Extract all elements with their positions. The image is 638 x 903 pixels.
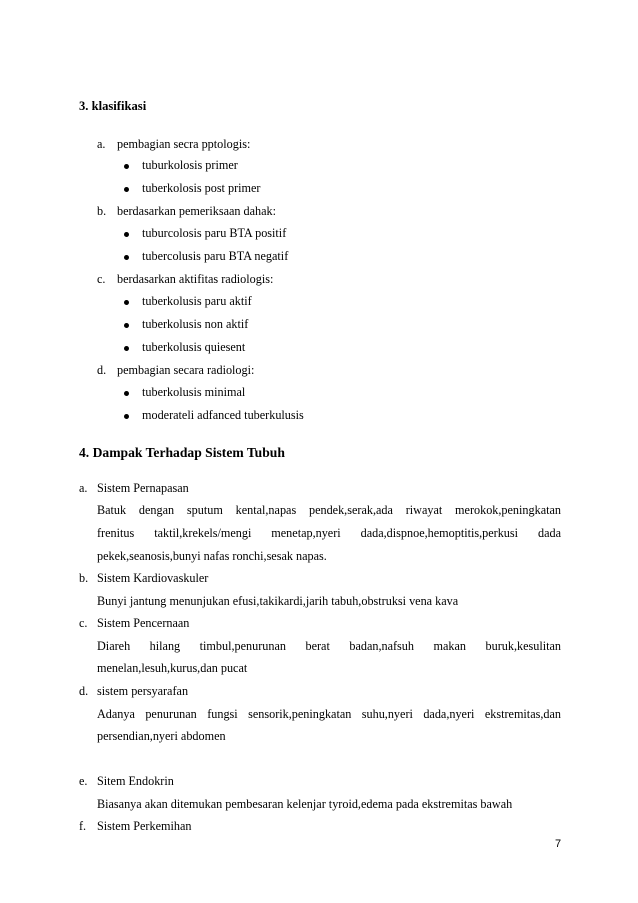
bullet-icon bbox=[124, 164, 129, 169]
list-item: tuberkolosis post primer bbox=[142, 181, 261, 195]
paragraph-line: menelan,lesuh,kurus,dan pucat bbox=[97, 661, 248, 675]
group-title: berdasarkan pemeriksaan dahak: bbox=[117, 204, 277, 218]
group-title: pembagian secara radiologi: bbox=[117, 363, 255, 377]
item-title: Sistem Perkemihan bbox=[97, 819, 192, 833]
item-title: sistem persyarafan bbox=[97, 684, 189, 698]
bullet-icon bbox=[124, 300, 129, 305]
item-title: Sistem Kardiovaskuler bbox=[97, 571, 209, 585]
group-title: pembagian secra pptologis: bbox=[117, 137, 251, 151]
list-label: a. bbox=[79, 481, 88, 495]
item-title: Sistem Pernapasan bbox=[97, 481, 189, 495]
paragraph-line: Diareh hilang timbul,penurunan berat badan,nafsuh makan buruk,kesulitan bbox=[97, 639, 561, 653]
list-item: tubercolusis paru BTA negatif bbox=[142, 249, 289, 263]
bullet-icon bbox=[124, 323, 129, 328]
paragraph-line: Batuk dengan sputum kental,napas pendek,serak,ada riwayat merokok,peningkatan bbox=[97, 503, 561, 517]
list-label: c. bbox=[79, 616, 88, 630]
list-item: tuberkolusis non aktif bbox=[142, 317, 249, 331]
bullet-icon bbox=[124, 255, 129, 260]
paragraph-line: Biasanya akan ditemukan pembesaran kelenjar tyroid,edema pada ekstremitas bawah bbox=[97, 797, 513, 811]
item-title: Sitem Endokrin bbox=[97, 774, 174, 788]
paragraph-line: pekek,seanosis,bunyi nafas ronchi,sesak napas. bbox=[97, 549, 327, 563]
item-title: Sistem Pencernaan bbox=[97, 616, 190, 630]
list-item: tuburcolosis paru BTA positif bbox=[142, 226, 287, 240]
list-item: tuberkolusis minimal bbox=[142, 385, 246, 399]
bullet-icon bbox=[124, 414, 129, 419]
bullet-icon bbox=[124, 391, 129, 396]
list-label: b. bbox=[97, 204, 107, 218]
list-label: c. bbox=[97, 272, 106, 286]
list-label: f. bbox=[79, 819, 87, 833]
list-item: tuberkolusis paru aktif bbox=[142, 294, 252, 308]
list-label: b. bbox=[79, 571, 89, 585]
list-item: tuberkolusis quiesent bbox=[142, 340, 246, 354]
paragraph-line: frenitus taktil,krekels/mengi menetap,nyeri dada,dispnoe,hemoptitis,perkusi dada bbox=[97, 526, 561, 540]
list-label: d. bbox=[97, 363, 107, 377]
list-label: a. bbox=[97, 137, 106, 151]
list-label: d. bbox=[79, 684, 89, 698]
paragraph-line: Bunyi jantung menunjukan efusi,takikardi,jarih tabuh,obstruksi vena kava bbox=[97, 594, 459, 608]
bullet-icon bbox=[124, 232, 129, 237]
bullet-icon bbox=[124, 346, 129, 351]
paragraph-line: Adanya penurunan fungsi sensorik,peningkatan suhu,nyeri dada,nyeri ekstremitas,dan bbox=[97, 707, 561, 721]
paragraph-line: persendian,nyeri abdomen bbox=[97, 729, 226, 743]
bullet-icon bbox=[124, 187, 129, 192]
list-label: e. bbox=[79, 774, 88, 788]
section-3-heading: 3. klasifikasi bbox=[79, 99, 147, 113]
list-item: moderateli adfanced tuberkulusis bbox=[142, 408, 304, 422]
section-4-heading: 4. Dampak Terhadap Sistem Tubuh bbox=[79, 445, 285, 460]
list-item: tuburkolosis primer bbox=[142, 158, 238, 172]
page-number: 7 bbox=[555, 838, 562, 850]
group-title: berdasarkan aktifitas radiologis: bbox=[117, 272, 274, 286]
